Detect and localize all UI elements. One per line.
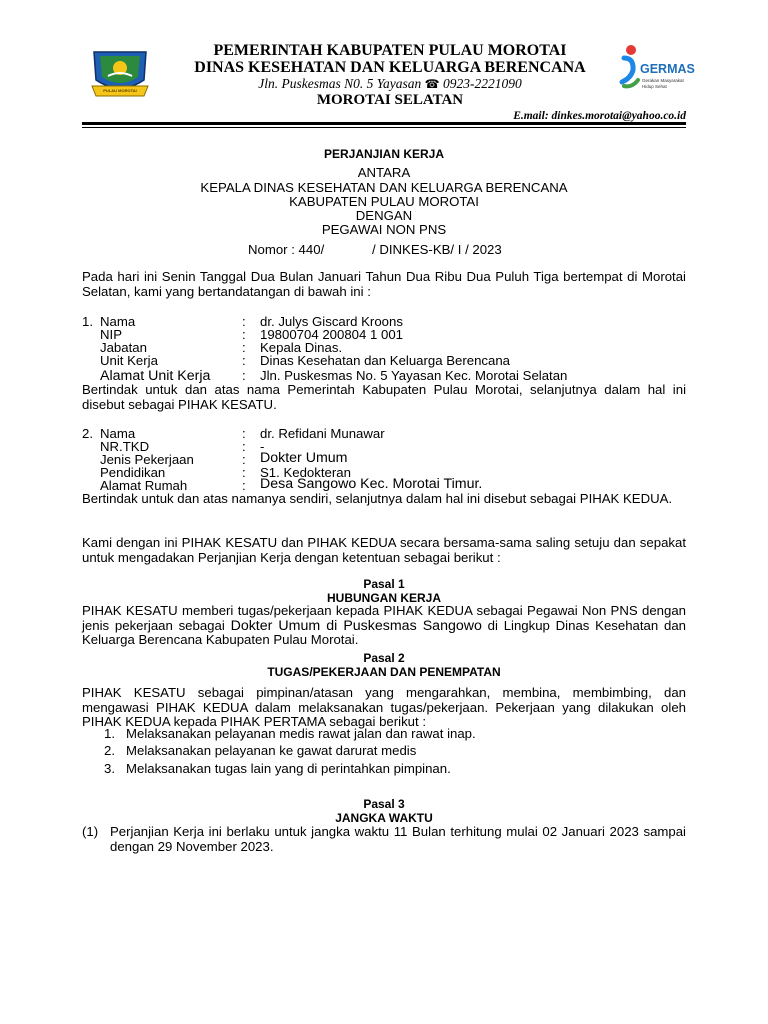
pasal-3-title: JANGKA WAKTU bbox=[335, 811, 433, 825]
pasal-3-item-text: Perjanjian Kerja ini berlaku untuk jangka waktu 11 Bulan terhitung mulai 02 Januari 2023 sampai dengan 29 November 2023. bbox=[110, 824, 686, 854]
pasal-2-body: PIHAK KESATU sebagai pimpinan/atasan yang mengarahkan, membina, membimbing, dan mengawasi PIHAK KEDUA dalam melaksanakan tugas/pekerjaan. Pekerjaan yang dilakukan oleh PIHAK KEDUA kepada PIHAK PERTAMA sebagai berikut : bbox=[82, 685, 686, 729]
party-one-value-nama: dr. Julys Giscard Kroons bbox=[260, 314, 403, 329]
pasal-3-number: Pasal 3 bbox=[363, 797, 405, 811]
party-two-colon: : bbox=[242, 426, 246, 441]
party-two-colon: : bbox=[242, 439, 246, 454]
party-one-colon: : bbox=[242, 353, 246, 368]
party-two-value-jenis: Dokter Umum bbox=[260, 450, 348, 466]
party-one-label-jabatan: Jabatan bbox=[100, 340, 147, 355]
pasal-2-item-number: 1. bbox=[104, 726, 115, 741]
letterhead-rule-thin bbox=[82, 127, 686, 128]
party-two-value-nama: dr. Refidani Munawar bbox=[260, 426, 385, 441]
party-one-colon: : bbox=[242, 314, 246, 329]
party-two-value-pendidikan: S1. Kedokteran bbox=[260, 465, 351, 480]
party-two-number: 2. bbox=[82, 426, 93, 441]
party-one-colon: : bbox=[242, 340, 246, 355]
party-one-value-unit: Dinas Kesehatan dan Keluarga Berencana bbox=[260, 353, 511, 368]
party-one-label-nama: Nama bbox=[100, 314, 136, 329]
party-one-label-nip: NIP bbox=[100, 327, 122, 342]
nomor-rest: / DINKES-KB/ I / 2023 bbox=[372, 242, 502, 257]
party-two-value-alamat: Desa Sangowo Kec. Morotai Timur. bbox=[260, 476, 483, 492]
phone-number: 0923-2221090 bbox=[442, 76, 522, 91]
pasal-2-number: Pasal 2 bbox=[363, 651, 405, 665]
opening-paragraph: Pada hari ini Senin Tanggal Dua Bulan Januari Tahun Dua Ribu Dua Puluh Tiga bertempat di Morotai Selatan, kami yang bertandatangan di bawah ini : bbox=[82, 269, 686, 299]
party-two-label-nama: Nama bbox=[100, 426, 136, 441]
pasal-1-body bbox=[82, 604, 686, 648]
party-two-label-alamat: Alamat Rumah bbox=[100, 478, 188, 493]
party-one-value-alamat: Jln. Puskesmas No. 5 Yayasan Kec. Morotai Selatan bbox=[260, 368, 568, 383]
nomor-label: Nomor : 440/ bbox=[248, 242, 325, 257]
party-two-colon: : bbox=[242, 452, 246, 467]
pasal-3-item-number: (1) bbox=[82, 824, 99, 839]
pasal-1-body-b: Dokter Umum di Puskesmas Sangowo bbox=[230, 617, 482, 634]
party-two-label-pendidikan: Pendidikan bbox=[100, 465, 166, 480]
party-one-colon: : bbox=[242, 327, 246, 342]
phone-icon: ☎ bbox=[424, 77, 440, 91]
document-title: PERJANJIAN KERJA bbox=[323, 147, 445, 161]
kop-line-1: PEMERINTAH KABUPATEN PULAU MOROTAI bbox=[213, 42, 567, 59]
heading-party1-line1: KEPALA DINAS KESEHATAN DAN KELUARGA BERENCANA bbox=[200, 180, 568, 195]
pasal-2-title: TUGAS/PEKERJAAN DAN PENEMPATAN bbox=[267, 665, 501, 679]
letterhead-rule-thick bbox=[82, 122, 686, 125]
kop-line-4: MOROTAI SELATAN bbox=[316, 92, 464, 108]
pasal-2-item-number: 2. bbox=[104, 743, 115, 758]
germas-logo-icon bbox=[618, 44, 642, 96]
party-one-colon: : bbox=[242, 368, 246, 383]
kop-address bbox=[160, 76, 620, 92]
heading-dengan: DENGAN bbox=[355, 208, 413, 223]
germas-wordmark: GERMAS bbox=[640, 62, 695, 76]
pasal-2-item-text: Melaksanakan pelayanan medis rawat jalan dan rawat inap. bbox=[126, 726, 476, 741]
party-one-label-unit: Unit Kerja bbox=[100, 353, 158, 368]
party-two-closing: Bertindak untuk dan atas namanya sendiri, selanjutnya dalam hal ini disebut sebagai PIHAK KEDUA. bbox=[82, 491, 673, 506]
party-two-value-nrtkd: - bbox=[260, 439, 265, 454]
party-two-colon: : bbox=[242, 478, 246, 493]
heading-party2: PEGAWAI NON PNS bbox=[321, 222, 447, 237]
kop-email: E.mail: dinkes.morotai@yahoo.co.id bbox=[513, 110, 686, 122]
kop-line-2: DINAS KESEHATAN DAN KELUARGA BERENCANA bbox=[194, 59, 586, 76]
party-two-label-nrtkd: NR.TKD bbox=[100, 439, 150, 454]
party-two-colon: : bbox=[242, 465, 246, 480]
pasal-1-body-c: di Lingkup Dinas Kesehatan dan Keluarga Berencana Kabupaten Pulau Morotai. bbox=[82, 617, 686, 647]
address-text: Jln. Puskesmas N0. 5 Yayasan bbox=[258, 76, 422, 91]
pasal-2-item-text: Melaksanakan pelayanan ke gawat darurat medis bbox=[126, 743, 417, 758]
heading-party1-line2: KABUPATEN PULAU MOROTAI bbox=[289, 194, 479, 209]
party-one-value-jabatan: Kepala Dinas. bbox=[260, 340, 343, 355]
party-one-value-nip: 19800704 200804 1 001 bbox=[260, 327, 404, 342]
heading-antara: ANTARA bbox=[357, 165, 411, 180]
party-two-label-jenis: Jenis Pekerjaan bbox=[100, 452, 194, 467]
germas-tagline: Gerakan Masyarakat Hidup Sehat bbox=[642, 78, 684, 89]
pasal-2-item-text: Melaksanakan tugas lain yang di perintahkan pimpinan. bbox=[126, 761, 451, 776]
pasal-1-title: HUBUNGAN KERJA bbox=[326, 591, 441, 605]
seal-banner: PULAU MOROTAI bbox=[103, 88, 137, 93]
party-one-label-alamat: Alamat Unit Kerja bbox=[100, 368, 211, 384]
pasal-2-item-number: 3. bbox=[104, 761, 115, 776]
pasal-1-number: Pasal 1 bbox=[363, 577, 405, 591]
party-one-closing: Bertindak untuk dan atas nama Pemerintah Kabupaten Pulau Morotai, selanjutnya dalam hal ini disebut sebagai PIHAK KESATU. bbox=[82, 382, 686, 412]
pasal-1-body-a: PIHAK KESATU memberi tugas/pekerjaan kepada PIHAK KEDUA sebagai Pegawai Non PNS dengan jenis pekerjaan sebagai bbox=[82, 603, 686, 633]
agreement-paragraph: Kami dengan ini PIHAK KESATU dan PIHAK KEDUA secara bersama-sama saling setuju dan sepakat untuk mengadakan Perjanjian Kerja dengan ketentuan sebagai berikut : bbox=[82, 535, 686, 565]
party-one-number: 1. bbox=[82, 314, 93, 329]
